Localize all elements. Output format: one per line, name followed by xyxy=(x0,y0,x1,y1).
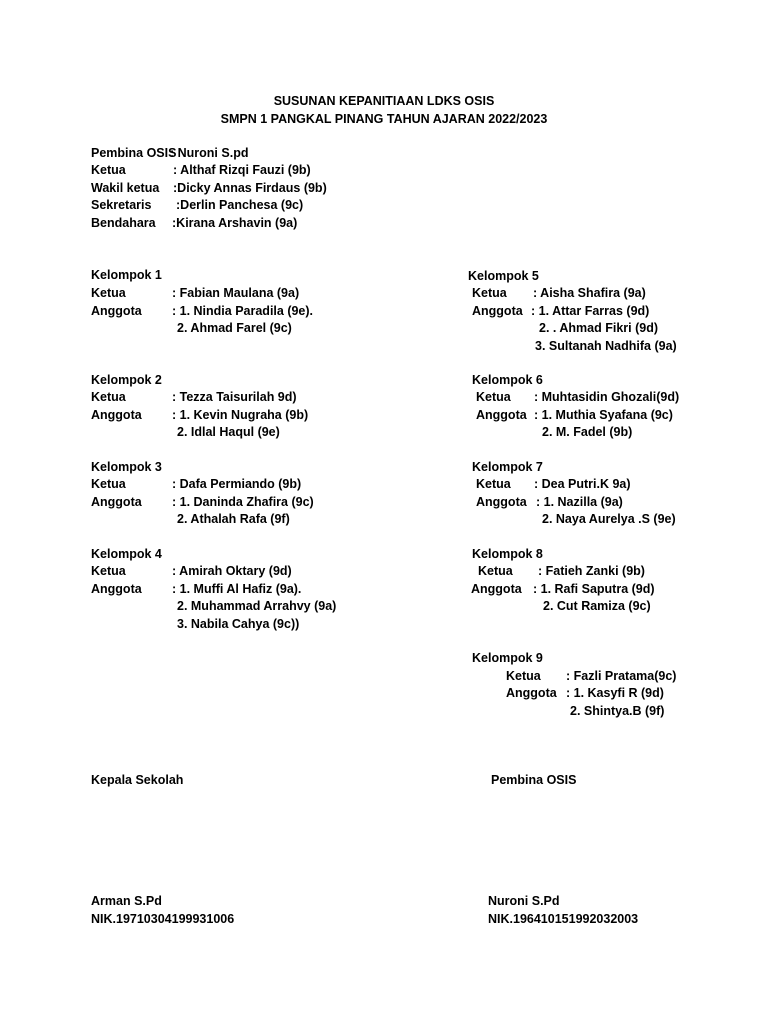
sekretaris-value: :Derlin Panchesa (9c) xyxy=(176,198,304,212)
ketua-label: Ketua xyxy=(91,564,126,578)
anggota-label: Anggota xyxy=(476,408,527,422)
member-3: 3. Nabila Cahya (9c)) xyxy=(177,617,300,631)
member-1: : 1. Kasyfi R (9d) xyxy=(566,686,664,700)
group-title: Kelompok 3 xyxy=(91,460,162,474)
signature-nik: NIK.196410151992032003 xyxy=(488,912,639,926)
member-1: : 1. Nindia Paradila (9e). xyxy=(172,304,314,318)
ketua-value: : Dea Putri.K 9a) xyxy=(534,477,631,491)
ketua-value: : Amirah Oktary (9d) xyxy=(172,564,292,578)
member-2: 2. Idlal Haqul (9e) xyxy=(177,425,280,439)
ketua-label: Ketua xyxy=(506,669,541,683)
wakil-ketua-label: Wakil ketua xyxy=(91,181,160,195)
anggota-label: Anggota xyxy=(91,582,142,596)
member-1: : 1. Muffi Al Hafiz (9a). xyxy=(172,582,302,596)
ketua-value: : Fabian Maulana (9a) xyxy=(172,286,300,300)
member-1: : 1. Muthia Syafana (9c) xyxy=(534,408,673,422)
group-title: Kelompok 7 xyxy=(472,460,543,474)
ketua-value: : Tezza Taisurilah 9d) xyxy=(172,390,297,404)
ketua-label: Ketua xyxy=(91,390,126,404)
sekretaris-label: Sekretaris xyxy=(91,198,152,212)
group-title: Kelompok 1 xyxy=(91,268,162,282)
member-3: 3. Sultanah Nadhifa (9a) xyxy=(535,339,677,353)
group-title: Kelompok 5 xyxy=(468,269,539,283)
member-2: 2. Naya Aurelya .S (9e) xyxy=(542,512,676,526)
wakil-ketua-value: :Dicky Annas Firdaus (9b) xyxy=(173,181,327,195)
member-1: : 1. Attar Farras (9d) xyxy=(531,304,650,318)
signature-role: Kepala Sekolah xyxy=(91,773,184,787)
anggota-label: Anggota xyxy=(91,304,142,318)
pembina-value: : Nuroni S.pd xyxy=(170,146,249,160)
member-1: : 1. Kevin Nugraha (9b) xyxy=(172,408,309,422)
signature-name: Nuroni S.Pd xyxy=(488,894,560,908)
member-1: : 1. Daninda Zhafira (9c) xyxy=(172,495,314,509)
member-2: 2. . Ahmad Fikri (9d) xyxy=(539,321,659,335)
signature-nik: NIK.19710304199931006 xyxy=(91,912,235,926)
member-2: 2. Cut Ramiza (9c) xyxy=(543,599,651,613)
member-1: : 1. Nazilla (9a) xyxy=(536,495,623,509)
group-title: Kelompok 4 xyxy=(91,547,162,561)
ketua-label: Ketua xyxy=(91,163,126,177)
anggota-label: Anggota xyxy=(476,495,527,509)
ketua-value: : Althaf Rizqi Fauzi (9b) xyxy=(173,163,311,177)
ketua-value: : Fazli Pratama(9c) xyxy=(566,669,677,683)
member-2: 2. Shintya.B (9f) xyxy=(570,704,665,718)
anggota-label: Anggota xyxy=(91,408,142,422)
ketua-value: : Fatieh Zanki (9b) xyxy=(538,564,645,578)
anggota-label: Anggota xyxy=(506,686,557,700)
member-2: 2. M. Fadel (9b) xyxy=(542,425,633,439)
member-2: 2. Muhammad Arrahvy (9a) xyxy=(177,599,337,613)
title-line-2: SMPN 1 PANGKAL PINANG TAHUN AJARAN 2022/2023 xyxy=(220,112,548,126)
signature-name: Arman S.Pd xyxy=(91,894,162,908)
anggota-label: Anggota xyxy=(471,582,522,596)
group-title: Kelompok 6 xyxy=(472,373,543,387)
group-title: Kelompok 9 xyxy=(472,651,543,665)
member-2: 2. Ahmad Farel (9c) xyxy=(177,321,292,335)
bendahara-value: :Kirana Arshavin (9a) xyxy=(172,216,298,230)
title-line-1: SUSUNAN KEPANITIAAN LDKS OSIS xyxy=(273,94,495,108)
member-1: : 1. Rafi Saputra (9d) xyxy=(533,582,655,596)
group-title: Kelompok 8 xyxy=(472,547,543,561)
ketua-label: Ketua xyxy=(91,286,126,300)
anggota-label: Anggota xyxy=(91,495,142,509)
bendahara-label: Bendahara xyxy=(91,216,156,230)
ketua-value: : Muhtasidin Ghozali(9d) xyxy=(534,390,680,404)
pembina-label: Pembina OSIS xyxy=(91,146,177,160)
ketua-label: Ketua xyxy=(476,390,511,404)
member-2: 2. Athalah Rafa (9f) xyxy=(177,512,290,526)
ketua-label: Ketua xyxy=(478,564,513,578)
group-title: Kelompok 2 xyxy=(91,373,162,387)
anggota-label: Anggota xyxy=(472,304,523,318)
ketua-value: : Aisha Shafira (9a) xyxy=(533,286,646,300)
ketua-label: Ketua xyxy=(91,477,126,491)
ketua-value: : Dafa Permiando (9b) xyxy=(172,477,302,491)
ketua-label: Ketua xyxy=(472,286,507,300)
signature-role: Pembina OSIS xyxy=(491,773,577,787)
ketua-label: Ketua xyxy=(476,477,511,491)
